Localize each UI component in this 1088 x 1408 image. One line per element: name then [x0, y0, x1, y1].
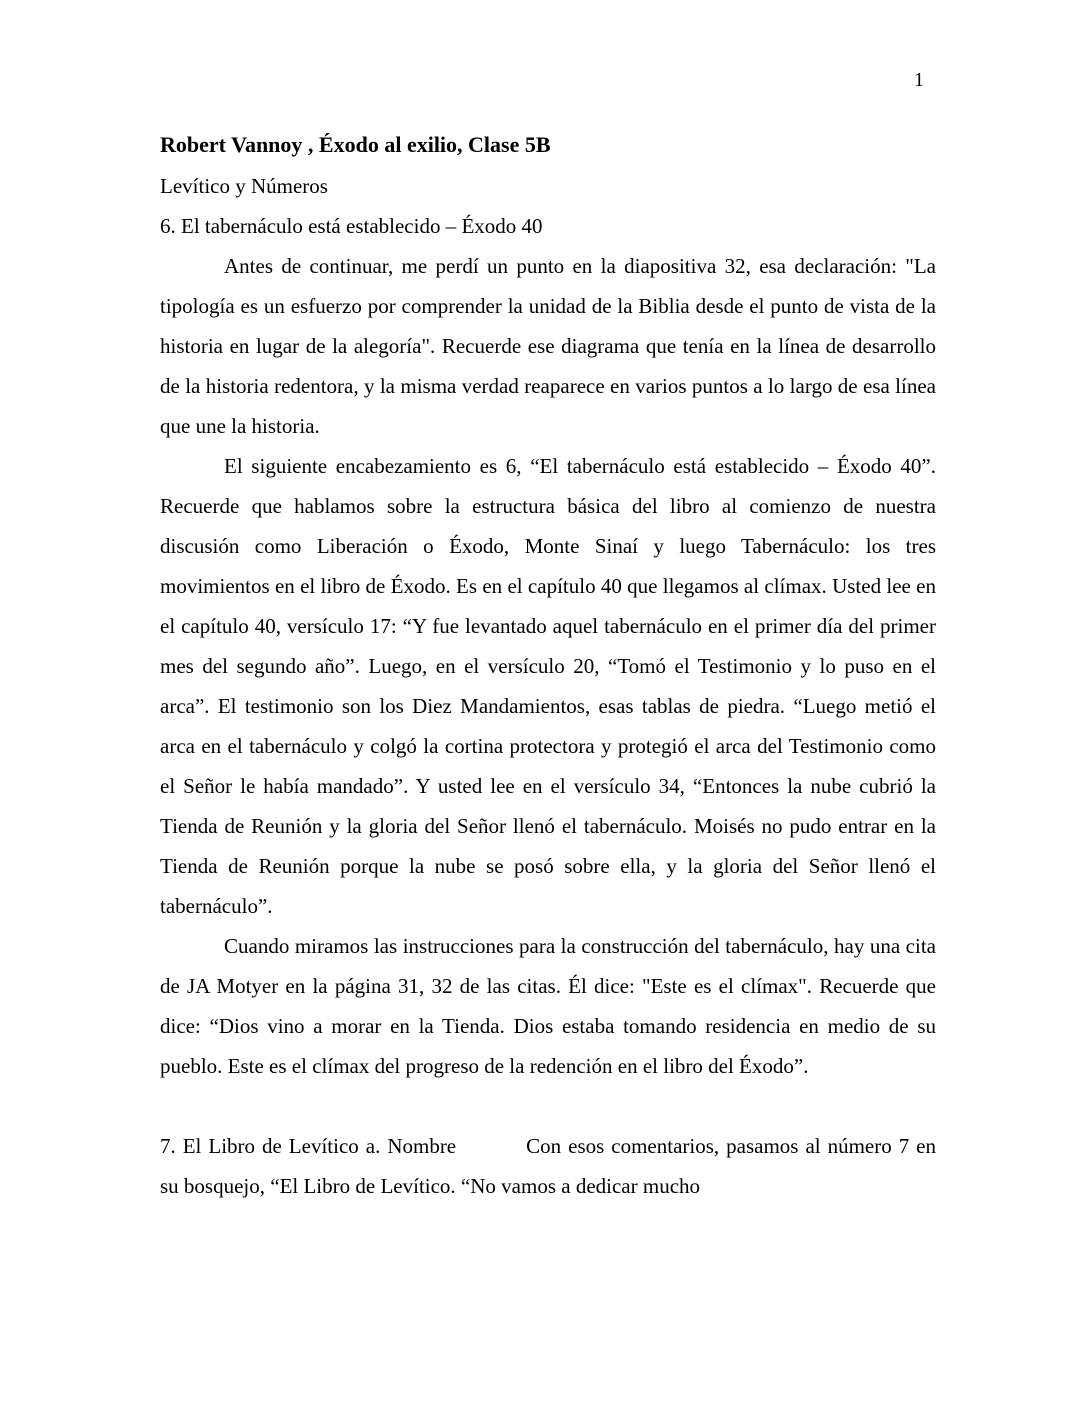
paragraph-1: Antes de continuar, me perdí un punto en la diapositiva 32, esa declaración: "La tipología es un esfuerzo por comprender la unidad de la Biblia desde el punto de vista de la historia en lugar de la alegoría". Recuerde ese diagrama que tenía en la línea de desarrollo de la historia redentora, y la misma verdad reaparece en varios puntos a lo largo de esa línea que une la historia.	[160, 254, 936, 438]
paragraph-3: Cuando miramos las instrucciones para la construcción del tabernáculo, hay una cita de JA Motyer en la página 31, 32 de las citas. Él dice: "Este es el clímax". Recuerde que dice: “Dios vino a morar en la Tienda. Dios estaba tomando residencia en medio de su pueblo. Este es el clímax del progreso de la redención en el libro del Éxodo”.	[160, 934, 936, 1078]
section-spacer	[160, 1086, 936, 1126]
paragraph-2: El siguiente encabezamiento es 6, “El tabernáculo está establecido – Éxodo 40”. Recuerde que hablamos sobre la estructura básica del libro al comienzo de nuestra discusión como Liberación o Éxodo, Monte Sinaí y luego Tabernáculo: los tres movimientos en el libro de Éxodo. Es en el capítulo 40 que llegamos al clímax. Usted lee en el capítulo 40, versículo 17: “Y fue levantado aquel tabernáculo en el primer día del primer mes del segundo año”. Luego, en el versículo 20, “Tomó el Testimonio y lo puso en el arca”. El testimonio son los Diez Mandamientos, esas tablas de piedra. “Luego metió el arca en el tabernáculo y colgó la cortina protectora y protegió el arca del Testimonio como el Señor le había mandado”. Y usted lee en el versículo 34, “Entonces la nube cubrió la Tienda de Reunión y la gloria del Señor llenó el tabernáculo. Moisés no pudo entrar en la Tienda de Reunión porque la nube se posó sobre ella, y la gloria del Señor llenó el tabernáculo”.	[160, 454, 936, 918]
page-number: 1	[914, 69, 924, 91]
section-heading-6: 6. El tabernáculo está establecido – Éxodo 40	[160, 214, 543, 238]
section-heading-7: 7. El Libro de Levítico a. Nombre	[160, 1134, 457, 1158]
document-subtitle: Levítico y Números	[160, 174, 328, 198]
section-7-text: Con esos comentarios, pasamos al número 7 en su bosquejo, “El Libro de Levítico. “No vamos a dedicar mucho	[160, 1134, 937, 1198]
document-title: Robert Vannoy , Éxodo al exilio, Clase 5B	[160, 132, 551, 157]
document-body	[160, 128, 936, 1206]
section-7-paragraph	[160, 1126, 936, 1206]
